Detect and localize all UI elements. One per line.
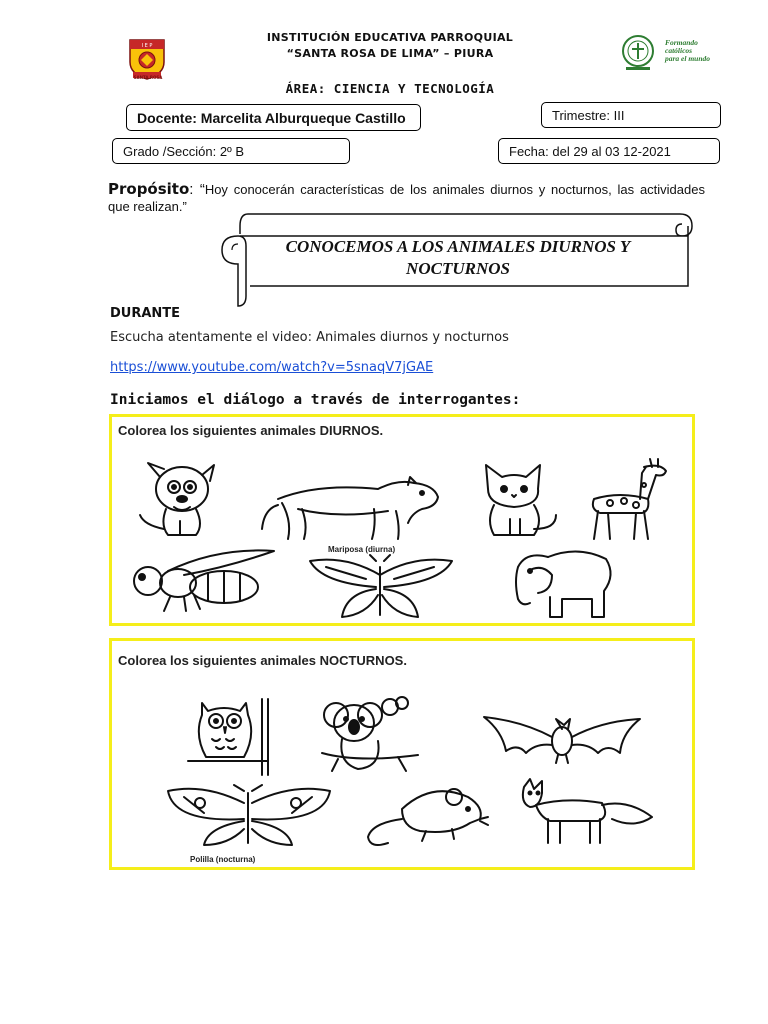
svg-text:I E P: I E P [141,43,153,49]
fecha-label: Fecha: del 29 al 03 12-2021 [509,143,671,159]
banner-title-line-1: CONOCEMOS A LOS ANIMALES DIURNOS Y [285,237,631,256]
bee-icon [128,545,278,615]
trimestre-box [541,102,721,128]
motto-line-3: para el mundo [665,54,711,63]
docente-label: Docente: Marcelita Alburqueque Castillo [137,109,406,126]
giraffe-icon [580,453,672,543]
grado-box [112,138,350,164]
cougar-icon [258,469,442,543]
seal-icon [620,33,656,71]
banner-title-line-2: NOCTURNOS [406,259,510,278]
institution-subname: “SANTA ROSA DE LIMA” – PIURA [286,47,494,60]
fecha-box [498,138,720,164]
durante-heading: DURANTE [110,306,181,321]
parish-logo [620,33,710,73]
banner-title [228,236,688,280]
escucha-instruction: Escucha atentamente el video: Animales diurnos y nocturnos [110,330,509,345]
diurnos-panel [109,414,695,626]
mariposa-caption: Mariposa (diurna) [328,545,396,554]
docente-box [126,104,421,131]
proposito-separator: : “ [189,181,205,198]
owl-icon [182,695,282,777]
bat-icon [482,711,642,771]
proposito-text: Hoy conocerán características de los animales diurnos y nocturnos, las actividades que realizan.” [108,182,705,214]
iniciamos-heading: Iniciamos el diálogo a través de interrogantes: [110,392,521,408]
kitten-icon [472,459,562,539]
trimestre-label: Trimestre: III [552,107,625,123]
proposito-label: Propósito [108,180,190,198]
polilla-caption: Polilla (nocturna) [190,855,256,864]
fox-icon [516,777,656,847]
dog-icon [130,459,230,539]
nocturnos-panel [109,638,695,870]
rat-icon [362,779,492,855]
institution-name: INSTITUCIÓN EDUCATIVA PARROQUIAL [266,31,514,44]
video-link[interactable]: https://www.youtube.com/watch?v=5snaqV7jGAE [110,360,434,375]
diurnos-heading: Colorea los siguientes animales DIURNOS. [118,423,384,438]
moth-icon [164,783,334,853]
grado-label: Grado /Sección: 2º B [123,143,245,159]
motto-line-1: Formando [665,38,698,47]
school-crest-logo [127,36,167,80]
motto-line-2: católicos [665,46,693,55]
area-title: ÁREA: CIENCIA Y TECNOLOGÍA [285,81,495,96]
elephant-icon [508,541,618,621]
butterfly-icon [306,553,456,623]
nocturnos-heading: Colorea los siguientes animales NOCTURNOS. [118,653,407,668]
crest-label: SANTA ROSA [133,75,163,80]
koala-icon [318,693,422,775]
